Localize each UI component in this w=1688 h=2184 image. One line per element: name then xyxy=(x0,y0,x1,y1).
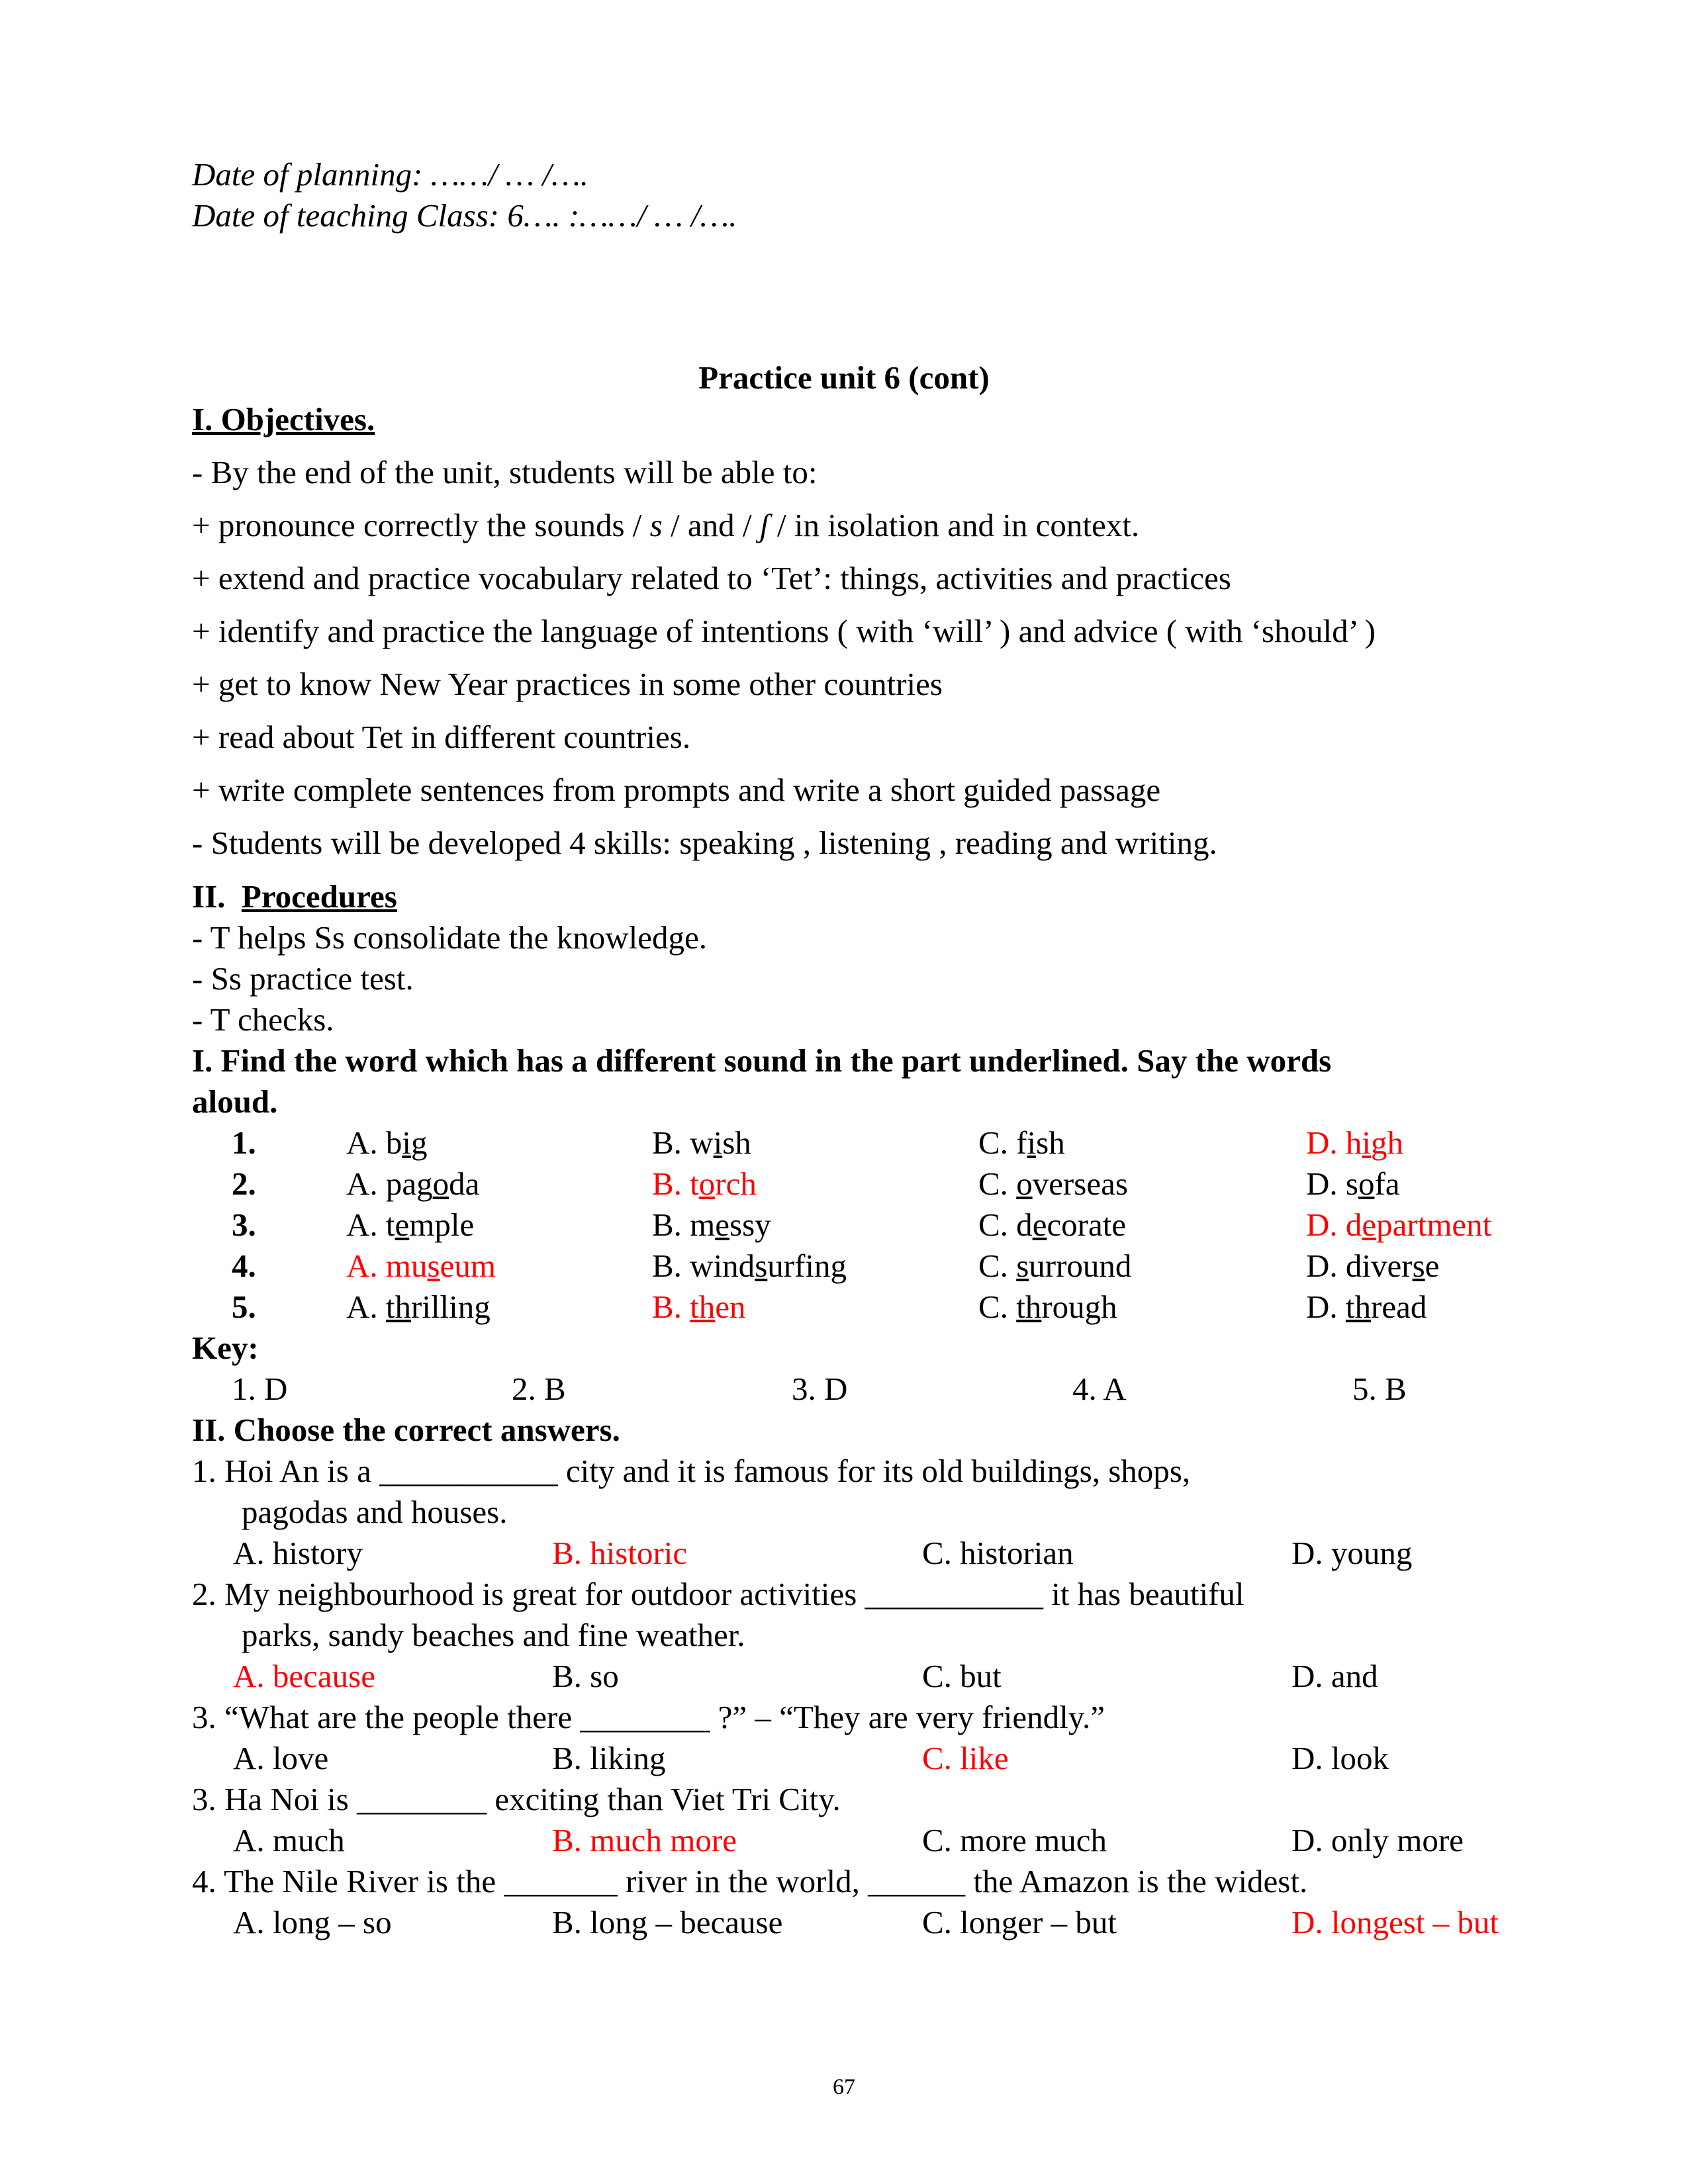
pron-text-c: / in isolation and in context. xyxy=(777,507,1140,543)
procedure-item: - T checks. xyxy=(192,1001,334,1038)
exercise-2-heading: II. Choose the correct answers. xyxy=(192,1412,620,1448)
option-c: C. overseas xyxy=(978,1165,1128,1202)
key-item: 2. B xyxy=(512,1371,566,1407)
procedure-item: - Ss practice test. xyxy=(192,960,414,997)
choice-d: D. look xyxy=(1291,1740,1389,1776)
option-c: C. decorate xyxy=(978,1206,1127,1243)
question-text: 4. The Nile River is the _______ river in the world, ______ the Amazon is the widest. xyxy=(192,1863,1308,1899)
question-text: 2. My neighbourhood is great for outdoor activities ___________ it has beautiful xyxy=(192,1576,1244,1612)
choice-d: D. only more xyxy=(1291,1822,1464,1858)
objective-item: + write complete sentences from prompts and write a short guided passage xyxy=(192,772,1161,808)
option-a-answer: A. museum xyxy=(346,1248,496,1284)
key-item: 1. D xyxy=(232,1371,288,1407)
objective-item: + read about Tet in different countries. xyxy=(192,719,691,755)
ipa-s: s xyxy=(649,507,663,543)
choice-b: B. liking xyxy=(552,1740,666,1776)
key-item: 5. B xyxy=(1352,1371,1407,1407)
choice-c: C. more much xyxy=(922,1822,1107,1858)
choice-a-answer: A. because xyxy=(233,1658,375,1694)
procedures-num: II. xyxy=(192,878,226,915)
option-c: C. surround xyxy=(978,1248,1132,1284)
choice-d-answer: D. longest – but xyxy=(1291,1904,1499,1940)
option-d: D. thread xyxy=(1306,1289,1427,1325)
option-a: A. temple xyxy=(346,1206,475,1243)
question-text-cont: pagodas and houses. xyxy=(242,1494,508,1530)
option-a: A. big xyxy=(346,1124,428,1161)
objectives-heading: I. Objectives. xyxy=(192,401,375,437)
option-d: D. sofa xyxy=(1306,1165,1400,1202)
exercise-1-heading: I. Find the word which has a different sound in the part underlined. Say the words xyxy=(192,1042,1332,1079)
choice-c: C. longer – but xyxy=(922,1904,1117,1940)
question-number: 3. xyxy=(232,1206,256,1243)
option-b: B. messy xyxy=(652,1206,771,1243)
question-text-cont: parks, sandy beaches and fine weather. xyxy=(242,1617,745,1653)
option-c: C. fish xyxy=(978,1124,1065,1161)
question-text: 1. Hoi An is a ___________ city and it is famous for its old buildings, shops, xyxy=(192,1453,1191,1489)
choice-b-answer: B. much more xyxy=(552,1822,737,1858)
choice-a: A. long – so xyxy=(233,1904,392,1940)
objective-pronounce xyxy=(192,506,1139,545)
question-text: 3. Ha Noi is ________ exciting than Viet Tri City. xyxy=(192,1781,841,1817)
option-b: B. windsurfing xyxy=(652,1248,847,1284)
page-title: Practice unit 6 (cont) xyxy=(698,359,990,396)
key-item: 3. D xyxy=(792,1371,848,1407)
choice-b: B. so xyxy=(552,1658,619,1694)
ipa-sh: ʃ xyxy=(759,507,769,543)
question-number: 4. xyxy=(232,1248,256,1284)
option-c: C. through xyxy=(978,1289,1117,1325)
option-a: A. pagoda xyxy=(346,1165,480,1202)
choice-a: A. history xyxy=(233,1535,363,1571)
choice-b: B. long – because xyxy=(552,1904,783,1940)
choice-b-answer: B. historic xyxy=(552,1535,688,1571)
option-b-answer: B. torch xyxy=(652,1165,757,1202)
option-b: B. wish xyxy=(652,1124,751,1161)
option-b-answer: B. then xyxy=(652,1289,746,1325)
question-number: 2. xyxy=(232,1165,256,1202)
choice-c: C. historian xyxy=(922,1535,1074,1571)
option-d-answer: D. high xyxy=(1306,1124,1404,1161)
choice-d: D. and xyxy=(1291,1658,1378,1694)
objective-item: + identify and practice the language of intentions ( with ‘will’ ) and advice ( with ‘should’ ) xyxy=(192,613,1376,649)
option-d: D. diverse xyxy=(1306,1248,1440,1284)
choice-d: D. young xyxy=(1291,1535,1413,1571)
key-label: Key: xyxy=(192,1330,259,1366)
objectives-intro: - By the end of the unit, students will be able to: xyxy=(192,454,818,490)
choice-c: C. but xyxy=(922,1658,1002,1694)
exercise-1-heading-cont: aloud. xyxy=(192,1083,278,1120)
question-text: 3. “What are the people there ________ ?” – “They are very friendly.” xyxy=(192,1699,1105,1735)
pron-text-b: / and / xyxy=(671,507,752,543)
date-of-teaching: Date of teaching Class: 6…. :……/ … /…. xyxy=(192,197,737,234)
choice-c-answer: C. like xyxy=(922,1740,1009,1776)
pron-text-a: + pronounce correctly the sounds / xyxy=(192,507,642,543)
procedures-title: Procedures xyxy=(241,878,397,915)
question-number: 5. xyxy=(232,1289,256,1325)
option-a: A. thrilling xyxy=(346,1289,491,1325)
page-number: 67 xyxy=(833,2075,855,2099)
procedures-heading xyxy=(192,877,397,917)
option-d-answer: D. department xyxy=(1306,1206,1492,1243)
choice-a: A. love xyxy=(233,1740,329,1776)
question-number: 1. xyxy=(232,1124,256,1161)
objective-item: - Students will be developed 4 skills: speaking , listening , reading and writing. xyxy=(192,825,1217,861)
objective-item: + extend and practice vocabulary related to ‘Tet’: things, activities and practices xyxy=(192,560,1231,596)
procedure-item: - T helps Ss consolidate the knowledge. xyxy=(192,919,707,956)
choice-a: A. much xyxy=(233,1822,345,1858)
key-item: 4. A xyxy=(1072,1371,1127,1407)
objective-item: + get to know New Year practices in some other countries xyxy=(192,666,943,702)
date-of-planning: Date of planning: ……/ … /…. xyxy=(192,156,588,193)
